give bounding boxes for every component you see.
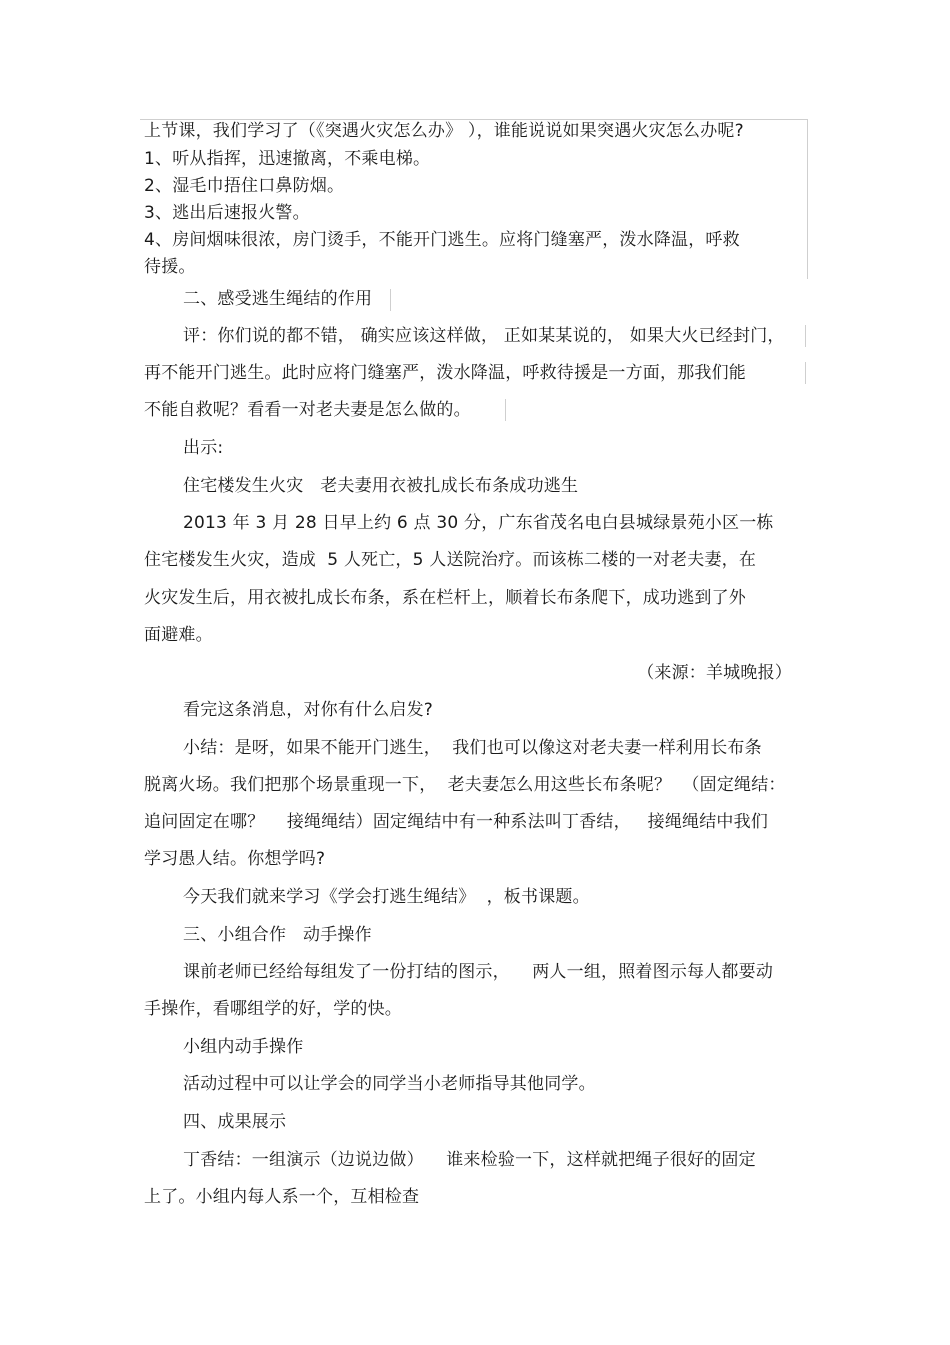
summary-line: 学习愚人结。你想学吗? [144,849,326,869]
activity-label: 小组内动手操作 [183,1037,304,1057]
review-item: 待援。 [144,257,196,277]
news-title: 住宅楼发生火灾 老夫妻用衣被扎成长布条成功逃生 [183,476,579,496]
news-line: 住宅楼发生火灾，造成 5 人死亡，5 人送院治疗。而该栋二楼的一对老夫妻，在 [144,550,757,570]
intro-line: 手操作，看哪组学的好，学的快。 [144,999,402,1019]
section-heading: 三、小组合作 动手操作 [183,925,372,945]
discussion-question: 看完这条消息，对你有什么启发? [183,700,434,720]
news-line: 面避难。 [144,625,213,645]
review-item: 2、湿毛巾捂住口鼻防烟。 [144,176,345,196]
news-line: 2013 年 3 月 28 日早上约 6 点 30 分，广东省茂名电白县城绿景苑小区一栋 [183,513,774,533]
summary-line: 追问固定在哪？ 接绳绳结）固定绳结中有一种系法叫丁香结， 接绳绳结中我们 [144,812,769,832]
section-heading: 四、成果展示 [183,1112,287,1132]
activity-note: 活动过程中可以让学会的同学当小老师指导其他同学。 [183,1074,596,1094]
show-label: 出示: [183,438,224,458]
comment-line: 再不能开门逃生。此时应将门缝塞严，泼水降温，呼救待援是一方面，那我们能 [144,363,746,383]
review-item: 1、听从指挥，迅速撤离，不乘电梯。 [144,149,431,169]
comment-line: 不能自救呢？看看一对老夫妻是怎么做的。 [144,400,471,420]
demo-line: 上了。小组内每人系一个，互相检查 [144,1187,420,1207]
lesson-topic: 今天我们就来学习《学会打逃生绳结》 ，板书课题。 [183,887,590,907]
heading-right-border [390,289,391,311]
news-source: （来源：羊城晚报） [637,663,792,683]
review-item: 3、逃出后速报火警。 [144,203,310,223]
review-item: 4、房间烟味很浓，房门烫手，不能开门逃生。应将门缝塞严，泼水降温，呼救 [144,230,740,250]
demo-line: 丁香结：一组演示（边说边做） 谁来检验一下，这样就把绳子很好的固定 [183,1150,756,1170]
comment-line: 评：你们说的都不错， 确实应该这样做， 正如某某说的， 如果大火已经封门， [183,326,785,346]
intro-line: 课前老师已经给每组发了一份打结的图示， 两人一组，照着图示每人都要动 [183,962,774,982]
summary-line: 脱离火场。我们把那个场景重现一下， 老夫妻怎么用这些长布条呢？ （固定绳结： [144,775,786,795]
review-box-right-border [807,119,808,279]
summary-line: 小结：是呀，如果不能开门逃生， 我们也可以像这对老夫妻一样利用长布条 [183,738,762,758]
comment-line-1-border [805,325,806,347]
news-line: 火灾发生后，用衣被扎成长布条，系在栏杆上，顺着长布条爬下，成功逃到了外 [144,588,746,608]
review-question: 上节课，我们学习了（《突遇火灾怎么办》 ），谁能说说如果突遇火灾怎么办呢? [144,121,744,141]
comment-line-3-border [505,399,506,421]
section-heading: 二、感受逃生绳结的作用 [183,289,373,309]
comment-line-2-border [805,362,806,384]
